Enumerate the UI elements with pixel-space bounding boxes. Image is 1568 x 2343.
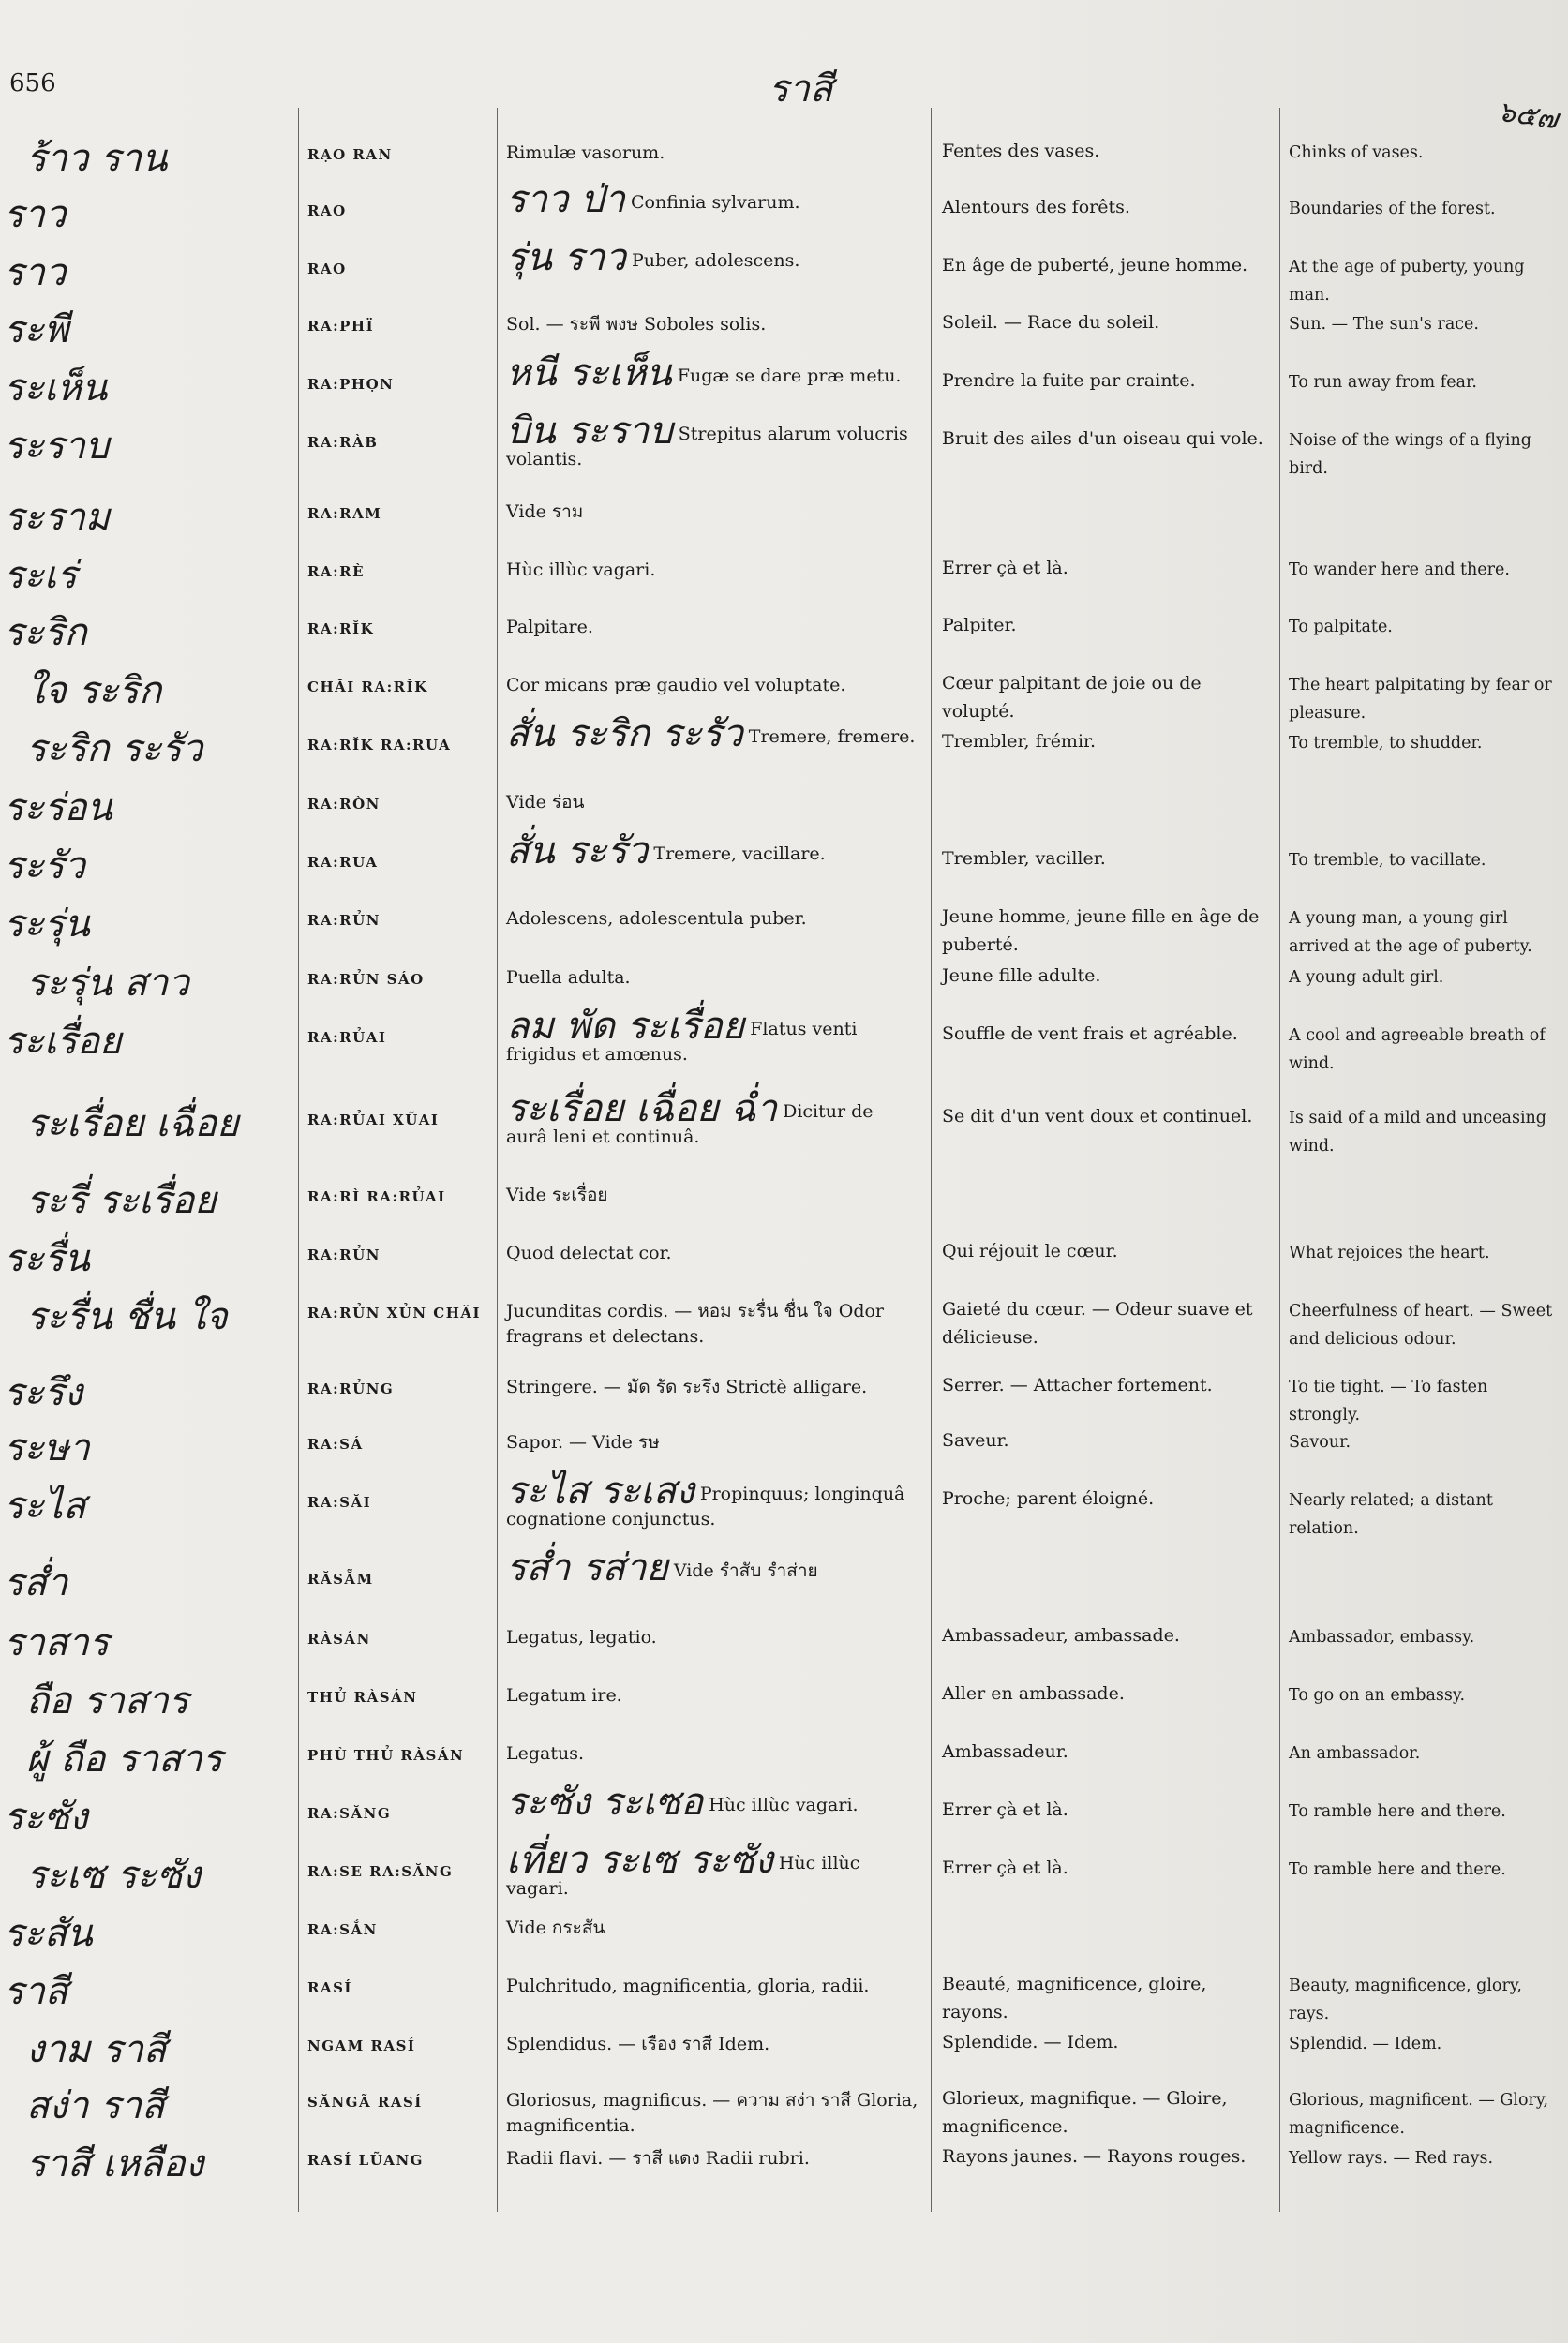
english-translation: Sun. — The sun's race.	[1289, 315, 1479, 334]
latin-text: Vide ราม	[506, 501, 584, 522]
latin-definition	[506, 1470, 918, 1532]
latin-text: Vide ร่อน	[506, 792, 585, 813]
latin-text: Hùc illùc vagari.	[506, 560, 656, 580]
latin-definition	[506, 1781, 918, 1824]
romanization: RA:PHÏ	[307, 318, 375, 335]
latin-definition	[506, 1974, 918, 1999]
latin-definition	[506, 500, 918, 525]
english-translation: To tremble, to vacillate.	[1289, 851, 1486, 870]
french-translation: Bruit des ailes d'un oiseau qui vole.	[942, 428, 1263, 449]
french-translation: Jeune fille adulte.	[942, 965, 1101, 986]
latin-definition	[506, 829, 918, 873]
latin-definition	[506, 1683, 918, 1709]
romanization: RA:RỦN	[307, 1246, 381, 1263]
thai-headword: ระรึง	[4, 1371, 82, 1414]
french-translation: Splendide. — Idem.	[942, 2032, 1119, 2052]
english-translation: Chinks of vases.	[1289, 143, 1424, 162]
page-mark: ๖๕๗	[1495, 95, 1561, 137]
french-translation: Palpiter.	[942, 615, 1017, 635]
french-translation: Trembler, frémir.	[942, 731, 1097, 752]
thai-headword: ระริก ระรัว	[26, 727, 203, 770]
latin-text: Vide ระเรื่อย	[506, 1185, 608, 1205]
romanization: RA:RỦNG	[307, 1380, 395, 1397]
latin-definition	[506, 558, 918, 583]
romanization: RÀSÁN	[307, 1631, 371, 1648]
romanization: SĂNGÃ RASÍ	[307, 2094, 423, 2111]
romanization: RASÍ LŨANG	[307, 2152, 424, 2169]
romanization: THỦ RÀSÁN	[307, 1689, 418, 1706]
latin-definition	[506, 312, 918, 337]
french-translation: Se dit d'un vent doux et continuel.	[942, 1106, 1253, 1127]
romanization: CHĂI RA:RĬK	[307, 679, 428, 695]
latin-definition	[506, 1546, 918, 1589]
latin-definition	[506, 236, 918, 279]
french-translation: Errer çà et là.	[942, 1799, 1068, 1820]
thai-headword: ระรัว	[4, 844, 85, 888]
english-translation: To run away from fear.	[1289, 373, 1477, 392]
column-rule	[931, 108, 932, 2212]
latin-text: Hùc illùc vagari.	[709, 1795, 859, 1815]
romanization: RA:SĂI	[307, 1494, 372, 1511]
french-translation: Alentours des forêts.	[942, 197, 1130, 217]
thai-headword: ระเรื่อย	[4, 1020, 122, 1063]
thai-headword: ระเซ ระซัง	[26, 1854, 202, 1897]
latin-definition	[506, 2032, 918, 2057]
thai-headword: ระเร่	[4, 554, 78, 597]
thai-headword: ระริก	[4, 611, 87, 654]
thai-headword: ร้าว ราน	[26, 137, 168, 180]
thai-headword: ระรื่น	[4, 1237, 90, 1280]
thai-headword: ระรี่ ระเรื่อย	[26, 1179, 217, 1222]
latin-definition	[506, 1625, 918, 1650]
latin-text: Vide รำสับ รำส่าย	[673, 1560, 818, 1581]
thai-headword: ระราม	[4, 496, 111, 539]
latin-text: Fugæ se dare præ metu.	[677, 366, 902, 386]
french-translation: Ambassadeur.	[942, 1741, 1068, 1762]
english-translation: To go on an embassy.	[1289, 1686, 1466, 1705]
latin-definition	[506, 1839, 918, 1902]
latin-text: Legatus.	[506, 1743, 585, 1764]
latin-text: Vide กระสัน	[506, 1918, 605, 1938]
thai-example: บิน ระราบ	[506, 410, 673, 453]
latin-definition	[506, 712, 918, 755]
romanization: RAO	[307, 261, 347, 277]
thai-headword: สง่า ราสี	[26, 2084, 165, 2127]
thai-headword: ผู้ ถือ ราสาร	[26, 1738, 223, 1781]
english-translation: The heart palpitating by fear or pleasure.	[1289, 676, 1552, 723]
thai-headword: ราสี เหลือง	[26, 2142, 204, 2186]
thai-headword: ระษา	[4, 1426, 90, 1470]
latin-definition	[506, 141, 918, 166]
romanization: RA:RỦN	[307, 912, 381, 929]
latin-text: Puber, adolescens.	[631, 250, 800, 271]
latin-text: Pulchritudo, magnificentia, gloria, radii.	[506, 1976, 870, 1996]
latin-text: Dicitur de aurâ leni et continuâ.	[506, 1101, 874, 1147]
thai-example: รุ่น ราว	[506, 236, 626, 279]
french-translation: Saveur.	[942, 1430, 1009, 1451]
latin-text: Legatum ire.	[506, 1685, 622, 1706]
latin-definition	[506, 1087, 918, 1150]
french-translation: Glorieux, magnifique. — Gloire, magnificence.	[942, 2088, 1228, 2137]
latin-definition	[506, 1183, 918, 1208]
latin-text: Jucunditas cordis. — หอม ระรื่น ชื่น ใจ Odor fragrans et delectans.	[506, 1301, 885, 1347]
latin-text: Palpitare.	[506, 617, 593, 637]
page-number: 656	[9, 69, 56, 97]
romanization: RA:RỦAI	[307, 1029, 387, 1046]
latin-definition	[506, 1741, 918, 1767]
latin-text: Flatus venti frigidus et amœnus.	[506, 1019, 858, 1065]
french-translation: Aller en ambassade.	[942, 1683, 1125, 1704]
romanization: RA:SE RA:SĂNG	[307, 1863, 454, 1880]
thai-example: ราว ป่า	[506, 178, 625, 221]
latin-text: Tremere, fremere.	[748, 726, 916, 747]
romanization: RA:SÁ	[307, 1436, 364, 1453]
thai-headword: ระร่อน	[4, 786, 112, 829]
latin-definition	[506, 1430, 918, 1455]
thai-headword: ราสาร	[4, 1621, 110, 1664]
thai-example: เที่ยว ระเซ ระซัง	[506, 1839, 773, 1882]
latin-text: Strepitus alarum volucris volantis.	[506, 424, 908, 470]
latin-definition	[506, 1005, 918, 1067]
english-translation: Noise of the wings of a flying bird.	[1289, 431, 1531, 478]
romanization: RẠO RAN	[307, 146, 393, 163]
english-translation: Glorious, magnificent. — Glory, magnificence.	[1289, 2091, 1549, 2138]
english-translation: Ambassador, embassy.	[1289, 1628, 1475, 1647]
thai-headword: รส่ำ	[4, 1561, 68, 1604]
latin-text: Cor micans præ gaudio vel voluptate.	[506, 675, 846, 695]
romanization: RA:RĬK	[307, 620, 375, 637]
english-translation: To tie tight. — To fasten strongly.	[1289, 1378, 1488, 1425]
french-translation: Trembler, vaciller.	[942, 848, 1106, 869]
latin-definition	[506, 790, 918, 815]
french-translation: Qui réjouit le cœur.	[942, 1241, 1118, 1261]
english-translation: A young man, a young girl arrived at the age of puberty.	[1289, 909, 1532, 956]
french-translation: Errer çà et là.	[942, 558, 1068, 578]
french-translation: Soleil. — Race du soleil.	[942, 312, 1160, 333]
column-rule	[497, 108, 498, 2212]
latin-definition	[506, 2088, 918, 2139]
romanization: RA:RÌ RA:RỦAI	[307, 1188, 446, 1205]
romanization: NGAM RASÍ	[307, 2037, 416, 2054]
french-translation: Gaieté du cœur. — Odeur suave et délicieuse.	[942, 1299, 1253, 1348]
english-translation: To ramble here and there.	[1289, 1860, 1506, 1879]
page-title: ราสี	[769, 67, 833, 111]
thai-headword: ระรุ่น สาว	[26, 962, 189, 1005]
latin-text: Splendidus. — เรือง ราสี Idem.	[506, 2034, 770, 2054]
romanization: RA:PHỌN	[307, 376, 395, 393]
latin-definition	[506, 1241, 918, 1266]
latin-text: Sol. — ระพี พงษ Soboles solis.	[506, 314, 767, 335]
french-translation: Proche; parent éloigné.	[942, 1488, 1155, 1509]
latin-definition	[506, 351, 918, 395]
thai-headword: ระไส	[4, 1485, 86, 1528]
french-translation: Ambassadeur, ambassade.	[942, 1625, 1180, 1646]
thai-example: รส่ำ รส่าย	[506, 1546, 668, 1589]
romanization: RA:RĬK RA:RUA	[307, 737, 452, 754]
thai-headword: ระรุ่น	[4, 903, 90, 946]
english-translation: A young adult girl.	[1289, 968, 1444, 987]
thai-headword: ระสัน	[4, 1912, 93, 1955]
latin-text: Sapor. — Vide รษ	[506, 1432, 660, 1453]
column-rule	[298, 108, 299, 2212]
romanization: PHÙ THỦ RÀSÁN	[307, 1747, 465, 1764]
latin-text: Confinia sylvarum.	[630, 192, 800, 213]
english-translation: What rejoices the heart.	[1289, 1244, 1490, 1262]
latin-definition	[506, 410, 918, 472]
thai-example: ระไส ระเสง	[506, 1470, 694, 1513]
romanization: RA:SẮN	[307, 1921, 378, 1938]
english-translation: Nearly related; a distant relation.	[1289, 1491, 1493, 1538]
thai-headword: ราว	[4, 251, 67, 294]
english-translation: At the age of puberty, young man.	[1289, 258, 1525, 305]
latin-text: Propinquus; longinquâ cognatione conjunctus.	[506, 1484, 905, 1530]
english-translation: Yellow rays. — Red rays.	[1289, 2149, 1494, 2168]
thai-example: ลม พัด ระเรื่อย	[506, 1005, 745, 1048]
french-translation: Errer çà et là.	[942, 1858, 1068, 1878]
thai-headword: ระราบ	[4, 425, 110, 468]
thai-example: ระเรื่อย เฉื่อย ฉ่ำ	[506, 1087, 778, 1130]
thai-headword: ราว	[4, 193, 67, 236]
latin-text: Gloriosus, magnificus. — ความ สง่า ราสี Gloria, magnificentia.	[506, 2090, 918, 2136]
thai-headword: ระเห็น	[4, 366, 108, 410]
english-translation: To palpitate.	[1289, 618, 1393, 636]
latin-text: Puella adulta.	[506, 967, 631, 988]
english-translation: To tremble, to shudder.	[1289, 734, 1483, 753]
thai-headword: งาม ราสี	[26, 2028, 167, 2071]
french-translation: Serrer. — Attacher fortement.	[942, 1375, 1213, 1395]
english-translation: A cool and agreeable breath of wind.	[1289, 1026, 1546, 1073]
french-translation: Beauté, magnificence, gloire, rayons.	[942, 1974, 1207, 2022]
thai-example: สั่น ระรัว	[506, 829, 649, 873]
latin-definition	[506, 1375, 918, 1400]
english-translation: Savour.	[1289, 1433, 1351, 1452]
thai-example: ระซัง ระเซอ	[506, 1781, 704, 1824]
latin-definition	[506, 615, 918, 640]
latin-definition	[506, 906, 918, 932]
english-translation: Is said of a mild and unceasing wind.	[1289, 1109, 1547, 1156]
latin-definition	[506, 965, 918, 991]
romanization: RA:RUA	[307, 854, 379, 871]
latin-text: Quod delectat cor.	[506, 1243, 672, 1263]
english-translation: Splendid. — Idem.	[1289, 2035, 1442, 2053]
latin-text: Adolescens, adolescentula puber.	[506, 908, 807, 929]
romanization: RA:SĂNG	[307, 1805, 392, 1822]
column-rule	[1279, 108, 1280, 2212]
french-translation: En âge de puberté, jeune homme.	[942, 255, 1248, 276]
romanization: RA:RỦAI XŨAI	[307, 1112, 440, 1128]
latin-text: Tremere, vacillare.	[653, 843, 826, 864]
romanization: RAO	[307, 202, 347, 219]
romanization: RA:RÈ	[307, 563, 366, 580]
french-translation: Jeune homme, jeune fille en âge de puberté.	[942, 906, 1260, 955]
latin-definition	[506, 1916, 918, 1941]
thai-example: หนี ระเห็น	[506, 351, 672, 395]
latin-text: Stringere. — มัด รัด ระรึง Strictè alligare.	[506, 1377, 868, 1397]
latin-definition	[506, 673, 918, 698]
english-translation: Beauty, magnificence, glory, rays.	[1289, 1977, 1522, 2023]
english-translation: An ambassador.	[1289, 1744, 1421, 1763]
latin-text: Legatus, legatio.	[506, 1627, 657, 1648]
latin-definition	[506, 1299, 918, 1350]
thai-headword: ระรื่น ชื่น ใจ	[26, 1295, 228, 1338]
romanization: RA:RÒN	[307, 796, 381, 813]
french-translation: Fentes des vases.	[942, 141, 1100, 161]
thai-example: สั่น ระริก ระรัว	[506, 712, 743, 755]
romanization: RA:RÀB	[307, 434, 379, 451]
english-translation: Boundaries of the forest.	[1289, 200, 1496, 218]
romanization: RA:RAM	[307, 505, 382, 522]
french-translation: Souffle de vent frais et agréable.	[942, 1023, 1238, 1044]
thai-headword: ราสี	[4, 1970, 68, 2013]
french-translation: Cœur palpitant de joie ou de volupté.	[942, 673, 1202, 722]
romanization: RĂSẴM	[307, 1571, 374, 1588]
latin-definition	[506, 2146, 918, 2171]
latin-text: Rimulæ vasorum.	[506, 142, 665, 163]
thai-headword: ระพี	[4, 308, 69, 351]
romanization: RASÍ	[307, 1979, 352, 1996]
romanization: RA:RỦN SÁO	[307, 971, 425, 988]
french-translation: Prendre la fuite par crainte.	[942, 370, 1196, 391]
thai-headword: ใจ ระริก	[26, 669, 162, 712]
english-translation: To ramble here and there.	[1289, 1802, 1506, 1821]
thai-headword: ระเรื่อย เฉื่อย	[26, 1102, 239, 1145]
latin-text: Radii flavi. — ราสี แดง Radii rubri.	[506, 2148, 810, 2169]
french-translation: Rayons jaunes. — Rayons rouges.	[942, 2146, 1247, 2167]
english-translation: To wander here and there.	[1289, 560, 1510, 579]
thai-headword: ระซัง	[4, 1796, 88, 1839]
romanization: RA:RỦN XỦN CHĂI	[307, 1305, 482, 1321]
thai-headword: ถือ ราสาร	[26, 1679, 189, 1723]
latin-text: Hùc illùc vagari.	[506, 1853, 860, 1899]
latin-definition	[506, 178, 918, 221]
english-translation: Cheerfulness of heart. — Sweet and delicious odour.	[1289, 1302, 1553, 1349]
